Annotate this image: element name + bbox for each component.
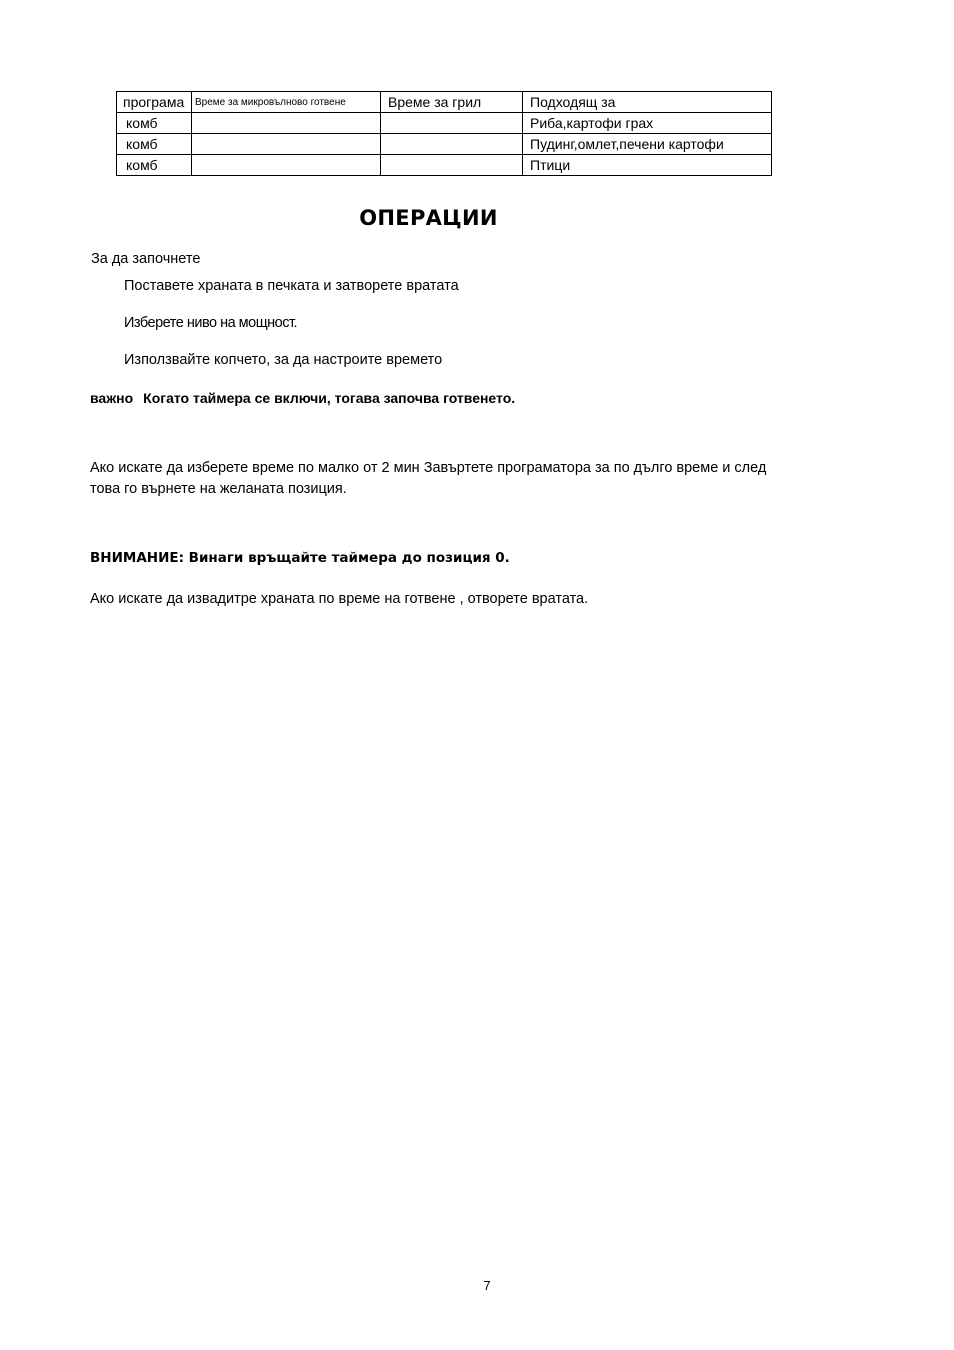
page-number: 7 <box>483 1278 491 1293</box>
cell-program: комб <box>117 113 192 134</box>
cell-microwave-time <box>192 134 381 155</box>
section-title: ОПЕРАЦИИ <box>359 206 498 230</box>
step-2: Изберете ниво на мощност. <box>124 315 298 331</box>
warning-note: ВНИМАНИЕ: Винаги връщайте таймера до позиция 0. <box>90 550 510 566</box>
cell-microwave-time <box>192 113 381 134</box>
important-text: Когато таймера се включи, тогава започва готвенето. <box>143 390 516 406</box>
cell-suitable-for: Риба,картофи грах <box>523 113 772 134</box>
cell-suitable-for: Птици <box>523 155 772 176</box>
program-table <box>116 91 772 176</box>
start-label: За да започнете <box>91 251 201 267</box>
important-note <box>90 388 515 408</box>
cell-program: комб <box>117 134 192 155</box>
header-program: програма <box>117 92 192 113</box>
cell-suitable-for: Пудинг,омлет,печени картофи <box>523 134 772 155</box>
cell-grill-time <box>381 155 523 176</box>
header-microwave-time: Време за микровълново готвене <box>192 92 381 113</box>
table-header-row <box>117 92 772 113</box>
important-label: важно <box>90 390 134 406</box>
step-3: Използвайте копчето, за да настроите времето <box>124 352 443 368</box>
remove-food-note: Ако искате да извадитре храната по време на готвене , отворете вратата. <box>90 591 589 607</box>
short-time-note: Ако искате да изберете време по малко от 2 мин Завъртете програматора за по дълго време и след това го върнете на желаната позиция. <box>90 460 767 497</box>
cell-grill-time <box>381 134 523 155</box>
table-row <box>117 134 772 155</box>
header-grill-time: Време за грил <box>381 92 523 113</box>
cell-program: комб <box>117 155 192 176</box>
cell-grill-time <box>381 113 523 134</box>
table-row <box>117 113 772 134</box>
cell-microwave-time <box>192 155 381 176</box>
header-suitable-for: Подходящ за <box>523 92 772 113</box>
table-row <box>117 155 772 176</box>
step-1: Поставете храната в печката и затворете вратата <box>124 278 459 294</box>
